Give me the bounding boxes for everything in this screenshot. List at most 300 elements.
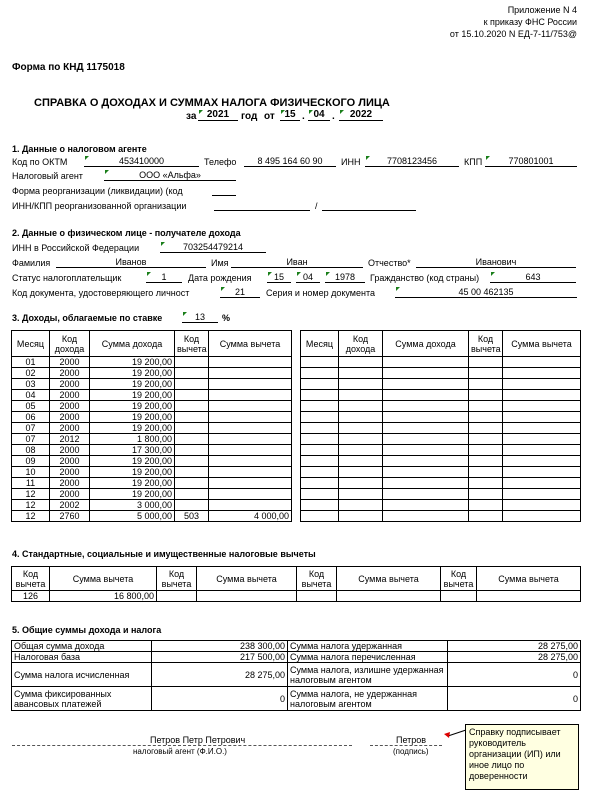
empty-cell[interactable] xyxy=(469,357,503,368)
deduction-sum-cell[interactable] xyxy=(209,390,292,401)
table-row xyxy=(12,467,292,478)
header-deduction-code: Код вычета xyxy=(157,567,197,591)
input-marker xyxy=(366,156,370,160)
deduction-sum-cell[interactable] xyxy=(209,368,292,379)
month-cell[interactable]: 11 xyxy=(12,478,50,489)
status-field[interactable]: 1 xyxy=(146,272,182,283)
table-row xyxy=(12,500,292,511)
deduction-code-cell[interactable] xyxy=(175,357,209,368)
empty-cell[interactable] xyxy=(503,357,581,368)
empty-cell[interactable] xyxy=(469,500,503,511)
person-inn-field[interactable]: 703254479214 xyxy=(160,242,266,253)
deduction-code-cell[interactable] xyxy=(175,500,209,511)
deduction-code-cell[interactable] xyxy=(175,390,209,401)
empty-cell[interactable] xyxy=(469,445,503,456)
empty-cell[interactable] xyxy=(383,489,469,500)
input-marker xyxy=(486,156,490,160)
surname-label: Фамилия xyxy=(12,258,51,268)
empty-cell[interactable] xyxy=(301,478,339,489)
deduction-sum-cell[interactable] xyxy=(209,434,292,445)
citizenship-label: Гражданство (код страны) xyxy=(370,273,480,283)
table-row xyxy=(301,368,581,379)
header-deduction-code: Код вычета xyxy=(297,567,337,591)
empty-cell[interactable] xyxy=(383,368,469,379)
table-row xyxy=(301,489,581,500)
month-cell[interactable]: 10 xyxy=(12,467,50,478)
input-marker xyxy=(85,156,89,160)
table-row xyxy=(301,456,581,467)
citizenship-field[interactable]: 643 xyxy=(490,272,576,283)
empty-cell[interactable] xyxy=(383,467,469,478)
empty-cell[interactable] xyxy=(469,478,503,489)
empty-cell[interactable] xyxy=(339,401,383,412)
table-row xyxy=(301,434,581,445)
empty-cell[interactable] xyxy=(383,500,469,511)
input-marker xyxy=(491,272,495,276)
empty-cell[interactable] xyxy=(503,368,581,379)
empty-cell[interactable] xyxy=(339,368,383,379)
signature-line xyxy=(12,745,352,746)
deduction-code-cell[interactable]: 503 xyxy=(175,511,209,522)
empty-cell[interactable] xyxy=(383,434,469,445)
input-marker xyxy=(183,312,187,316)
empty-cell[interactable] xyxy=(301,456,339,467)
kpp-field[interactable]: 770801001 xyxy=(485,156,577,167)
table-row xyxy=(301,478,581,489)
firstname-label: Имя xyxy=(211,258,229,268)
header-deduction-sum: Сумма вычета xyxy=(503,331,581,357)
empty-cell[interactable] xyxy=(301,412,339,423)
income-code-cell[interactable]: 2002 xyxy=(50,500,90,511)
signer-caption: налоговый агент (Ф.И.О.) xyxy=(133,747,227,756)
table-row xyxy=(301,445,581,456)
empty-cell[interactable] xyxy=(503,445,581,456)
empty-cell[interactable] xyxy=(339,478,383,489)
table-row xyxy=(12,357,292,368)
empty-cell[interactable] xyxy=(301,379,339,390)
empty-cell[interactable] xyxy=(469,489,503,500)
header-deduction-sum: Сумма вычета xyxy=(337,567,441,591)
empty-cell[interactable] xyxy=(383,445,469,456)
month-cell[interactable]: 12 xyxy=(12,489,50,500)
deduction-code-cell[interactable] xyxy=(175,412,209,423)
tax-base-label: Налоговая база xyxy=(12,652,152,663)
date-separator: . xyxy=(302,111,305,122)
phone-label: Телефо xyxy=(204,157,237,167)
income-sum-cell[interactable]: 19 200,00 xyxy=(90,412,175,423)
deduction-code-cell[interactable] xyxy=(175,489,209,500)
empty-cell[interactable] xyxy=(469,390,503,401)
empty-cell[interactable] xyxy=(197,591,297,602)
deduction-code-cell[interactable] xyxy=(175,445,209,456)
tax-transferred-label: Сумма налога перечисленная xyxy=(288,652,448,663)
deduction-code-cell[interactable] xyxy=(175,478,209,489)
empty-cell[interactable] xyxy=(503,500,581,511)
empty-cell[interactable] xyxy=(337,591,441,602)
tax-withheld-value[interactable]: 28 275,00 xyxy=(448,641,581,652)
fixed-advance-label: Сумма фиксированных авансовых платежей xyxy=(12,687,152,711)
income-sum-cell[interactable]: 19 200,00 xyxy=(90,368,175,379)
income-code-cell[interactable]: 2000 xyxy=(50,423,90,434)
tax-base-value[interactable]: 217 500,00 xyxy=(152,652,288,663)
oktmo-field[interactable]: 453410000 xyxy=(84,156,199,167)
income-code-cell[interactable]: 2000 xyxy=(50,357,90,368)
empty-cell[interactable] xyxy=(469,379,503,390)
empty-cell[interactable] xyxy=(469,511,503,522)
empty-cell[interactable] xyxy=(503,511,581,522)
empty-cell[interactable] xyxy=(383,478,469,489)
empty-cell[interactable] xyxy=(469,423,503,434)
empty-cell[interactable] xyxy=(339,445,383,456)
page-title: СПРАВКА О ДОХОДАХ И СУММАХ НАЛОГА ФИЗИЧЕСКОГО ЛИЦА xyxy=(34,97,390,109)
period-za: за xyxy=(186,111,197,122)
empty-cell[interactable] xyxy=(339,489,383,500)
empty-cell[interactable] xyxy=(383,423,469,434)
rate-percent: % xyxy=(222,313,231,323)
month-cell[interactable]: 02 xyxy=(12,368,50,379)
section-5-title: 5. Общие суммы дохода и налога xyxy=(12,625,162,635)
order-reference xyxy=(450,4,577,40)
empty-cell[interactable] xyxy=(301,401,339,412)
table-row xyxy=(12,434,292,445)
header-month: Месяц xyxy=(12,331,50,357)
table-row xyxy=(12,478,292,489)
empty-cell[interactable] xyxy=(301,511,339,522)
table-row xyxy=(12,456,292,467)
income-code-cell[interactable]: 2000 xyxy=(50,456,90,467)
empty-cell[interactable] xyxy=(383,511,469,522)
empty-cell[interactable] xyxy=(383,412,469,423)
signature-value[interactable]: Петров xyxy=(396,735,427,745)
input-marker xyxy=(268,272,272,276)
signer-name[interactable]: Петров Петр Петрович xyxy=(150,735,246,745)
table-row xyxy=(12,511,292,522)
deduction-code-cell[interactable]: 126 xyxy=(12,591,50,602)
income-code-cell[interactable]: 2000 xyxy=(50,368,90,379)
order-label: к приказу ФНС России xyxy=(483,17,577,27)
income-code-cell[interactable]: 2000 xyxy=(50,412,90,423)
input-marker xyxy=(221,287,225,291)
appendix-label: Приложение N 4 xyxy=(507,5,577,15)
month-cell[interactable]: 12 xyxy=(12,500,50,511)
deduction-sum-cell[interactable] xyxy=(209,357,292,368)
deduction-code-cell[interactable] xyxy=(175,368,209,379)
patronymic-label: Отчество* xyxy=(368,258,411,268)
empty-cell[interactable] xyxy=(339,456,383,467)
month-cell[interactable]: 08 xyxy=(12,445,50,456)
empty-cell[interactable] xyxy=(339,434,383,445)
section-4-title: 4. Стандартные, социальные и имущественные налоговые вычеты xyxy=(12,549,316,559)
total-income-value[interactable]: 238 300,00 xyxy=(152,641,288,652)
deduction-code-cell[interactable] xyxy=(175,423,209,434)
deduction-code-cell[interactable] xyxy=(175,456,209,467)
dob-year[interactable]: 1978 xyxy=(325,272,365,283)
header-income-sum: Сумма дохода xyxy=(90,331,175,357)
month-cell[interactable]: 07 xyxy=(12,434,50,445)
income-sum-cell[interactable]: 19 200,00 xyxy=(90,467,175,478)
income-sum-cell[interactable]: 5 000,00 xyxy=(90,511,175,522)
tax-not-withheld-label: Сумма налога, не удержанная налоговым агентом xyxy=(288,687,448,711)
deduction-code-cell[interactable] xyxy=(175,401,209,412)
empty-cell[interactable] xyxy=(503,456,581,467)
deduction-sum-cell[interactable] xyxy=(209,423,292,434)
total-income-label: Общая сумма дохода xyxy=(12,641,152,652)
dob-day[interactable]: 15 xyxy=(267,272,291,283)
slash: / xyxy=(315,201,318,211)
month-cell[interactable]: 06 xyxy=(12,412,50,423)
doc-number-field[interactable]: 45 00 462135 xyxy=(395,287,577,298)
empty-cell[interactable] xyxy=(383,357,469,368)
table-row xyxy=(12,489,292,500)
deduction-sum-cell[interactable] xyxy=(209,467,292,478)
header-deduction-code: Код вычета xyxy=(441,567,477,591)
empty-cell[interactable] xyxy=(503,390,581,401)
income-code-cell[interactable]: 2000 xyxy=(50,478,90,489)
table-row xyxy=(301,500,581,511)
totals-table xyxy=(11,640,581,711)
input-marker xyxy=(396,287,400,291)
empty-cell[interactable] xyxy=(503,401,581,412)
empty-cell[interactable] xyxy=(339,357,383,368)
empty-cell[interactable] xyxy=(339,511,383,522)
input-marker xyxy=(105,170,109,174)
input-marker xyxy=(147,272,151,276)
tax-transferred-value[interactable]: 28 275,00 xyxy=(448,652,581,663)
section-3-title: 3. Доходы, облагаемые по ставке xyxy=(12,313,163,323)
income-sum-cell[interactable]: 3 000,00 xyxy=(90,500,175,511)
deduction-sum-cell[interactable]: 16 800,00 xyxy=(50,591,157,602)
doc-code-field[interactable]: 21 xyxy=(220,287,260,298)
header-deduction-sum: Сумма вычета xyxy=(209,331,292,357)
table-row xyxy=(301,401,581,412)
empty-cell[interactable] xyxy=(503,412,581,423)
input-marker xyxy=(309,110,313,114)
empty-cell[interactable] xyxy=(503,478,581,489)
reorg-kpp-field[interactable] xyxy=(322,200,416,211)
date-separator: . xyxy=(332,111,335,122)
input-marker xyxy=(281,110,285,114)
month-cell[interactable]: 03 xyxy=(12,379,50,390)
table-row xyxy=(12,379,292,390)
tax-not-withheld-value[interactable]: 0 xyxy=(448,687,581,711)
empty-cell[interactable] xyxy=(339,379,383,390)
empty-cell[interactable] xyxy=(383,390,469,401)
date-year[interactable]: 2022 xyxy=(339,110,383,121)
deduction-sum-cell[interactable] xyxy=(209,478,292,489)
period-ot: от xyxy=(264,111,275,122)
empty-cell[interactable] xyxy=(503,467,581,478)
agent-field[interactable]: ООО «Альфа» xyxy=(104,170,236,181)
reorg-inn-label: ИНН/КПП реорганизованной организации xyxy=(12,201,187,211)
month-cell[interactable]: 04 xyxy=(12,390,50,401)
empty-cell[interactable] xyxy=(469,412,503,423)
input-marker xyxy=(199,110,203,114)
income-code-cell[interactable]: 2000 xyxy=(50,445,90,456)
header-deduction-sum: Сумма вычета xyxy=(197,567,297,591)
header-deduction-sum: Сумма вычета xyxy=(50,567,157,591)
empty-cell[interactable] xyxy=(301,489,339,500)
empty-cell[interactable] xyxy=(469,434,503,445)
header-income-sum: Сумма дохода xyxy=(383,331,469,357)
fixed-advance-value[interactable]: 0 xyxy=(152,687,288,711)
month-cell[interactable]: 05 xyxy=(12,401,50,412)
month-cell[interactable]: 01 xyxy=(12,357,50,368)
month-cell[interactable]: 07 xyxy=(12,423,50,434)
table-row xyxy=(301,390,581,401)
rate-field[interactable]: 13 xyxy=(182,312,218,323)
deduction-sum-cell[interactable] xyxy=(209,489,292,500)
empty-cell[interactable] xyxy=(339,500,383,511)
table-row xyxy=(12,412,292,423)
empty-cell[interactable] xyxy=(469,368,503,379)
income-sum-cell[interactable]: 19 200,00 xyxy=(90,489,175,500)
empty-cell[interactable] xyxy=(301,445,339,456)
empty-cell[interactable] xyxy=(383,379,469,390)
phone-field[interactable]: 8 495 164 60 90 xyxy=(244,156,336,167)
deduction-sum-cell[interactable]: 4 000,00 xyxy=(209,511,292,522)
header-income-code: Код дохода xyxy=(339,331,383,357)
empty-cell[interactable] xyxy=(157,591,197,602)
table-row xyxy=(12,591,581,602)
header-deduction-sum: Сумма вычета xyxy=(477,567,581,591)
tax-overwithheld-label: Сумма налога, излишне удержанная налоговым агентом xyxy=(288,663,448,687)
order-date: от 15.10.2020 N ЕД-7-11/753@ xyxy=(449,29,577,39)
empty-cell[interactable] xyxy=(339,467,383,478)
empty-cell[interactable] xyxy=(383,456,469,467)
input-marker xyxy=(326,272,330,276)
empty-cell[interactable] xyxy=(301,500,339,511)
input-marker xyxy=(297,272,301,276)
dob-label: Дата рождения xyxy=(188,273,252,283)
signature-caption: (подпись) xyxy=(393,747,429,756)
income-code-cell[interactable]: 2000 xyxy=(50,401,90,412)
income-table-left xyxy=(11,330,292,522)
header-deduction-code: Код вычета xyxy=(12,567,50,591)
income-code-cell[interactable]: 2000 xyxy=(50,467,90,478)
deduction-code-cell[interactable] xyxy=(175,379,209,390)
deductions-table xyxy=(11,566,581,602)
tax-calculated-label: Сумма налога исчисленная xyxy=(12,663,152,687)
deduction-sum-cell[interactable] xyxy=(209,401,292,412)
header-month: Месяц xyxy=(301,331,339,357)
signature-line xyxy=(370,745,442,746)
reorg-inn-field[interactable] xyxy=(214,200,310,211)
income-code-cell[interactable]: 2012 xyxy=(50,434,90,445)
section-1-title: 1. Данные о налоговом агенте xyxy=(12,144,147,154)
empty-cell[interactable] xyxy=(441,591,477,602)
firstname-field[interactable]: Иван xyxy=(231,257,363,268)
table-row xyxy=(12,423,292,434)
empty-cell[interactable] xyxy=(301,390,339,401)
income-code-cell[interactable]: 2760 xyxy=(50,511,90,522)
table-row xyxy=(12,368,292,379)
income-table-right xyxy=(300,330,581,522)
empty-cell[interactable] xyxy=(477,591,581,602)
empty-cell[interactable] xyxy=(503,379,581,390)
deduction-sum-cell[interactable] xyxy=(209,379,292,390)
empty-cell[interactable] xyxy=(339,390,383,401)
deduction-sum-cell[interactable] xyxy=(209,456,292,467)
income-sum-cell[interactable]: 19 200,00 xyxy=(90,423,175,434)
table-row xyxy=(12,390,292,401)
period-god: год xyxy=(241,111,258,122)
comment-note[interactable]: Справку подписывает руководитель организации (ИП) или иное лицо по доверенности xyxy=(465,724,579,790)
income-sum-cell[interactable]: 1 800,00 xyxy=(90,434,175,445)
empty-cell[interactable] xyxy=(383,401,469,412)
empty-cell[interactable] xyxy=(301,357,339,368)
tax-overwithheld-value[interactable]: 0 xyxy=(448,663,581,687)
month-cell[interactable]: 09 xyxy=(12,456,50,467)
empty-cell[interactable] xyxy=(339,412,383,423)
date-month[interactable]: 04 xyxy=(308,110,330,121)
deduction-sum-cell[interactable] xyxy=(209,500,292,511)
deduction-sum-cell[interactable] xyxy=(209,412,292,423)
income-code-cell[interactable]: 2000 xyxy=(50,390,90,401)
agent-inn-label: ИНН xyxy=(341,157,361,167)
header-deduction-code: Код вычета xyxy=(469,331,503,357)
empty-cell[interactable] xyxy=(339,423,383,434)
dob-month[interactable]: 04 xyxy=(296,272,320,283)
income-sum-cell[interactable]: 19 200,00 xyxy=(90,401,175,412)
empty-cell[interactable] xyxy=(503,434,581,445)
income-sum-cell[interactable]: 17 300,00 xyxy=(90,445,175,456)
reorg-field[interactable] xyxy=(212,185,236,196)
income-sum-cell[interactable]: 19 200,00 xyxy=(90,390,175,401)
table-row xyxy=(301,467,581,478)
period-year[interactable]: 2021 xyxy=(198,110,238,121)
empty-cell[interactable] xyxy=(301,434,339,445)
table-row xyxy=(301,423,581,434)
empty-cell[interactable] xyxy=(469,467,503,478)
form-code: Форма по КНД 1175018 xyxy=(12,62,125,73)
input-marker xyxy=(340,110,344,114)
header-income-code: Код дохода xyxy=(50,331,90,357)
empty-cell[interactable] xyxy=(297,591,337,602)
person-inn-label: ИНН в Российской Федерации xyxy=(12,243,140,253)
surname-field[interactable]: Иванов xyxy=(56,257,206,268)
empty-cell[interactable] xyxy=(503,489,581,500)
empty-cell[interactable] xyxy=(301,467,339,478)
income-code-cell[interactable]: 2000 xyxy=(50,379,90,390)
deduction-code-cell[interactable] xyxy=(175,434,209,445)
header-deduction-code: Код вычета xyxy=(175,331,209,357)
empty-cell[interactable] xyxy=(503,423,581,434)
deduction-code-cell[interactable] xyxy=(175,467,209,478)
income-code-cell[interactable]: 2000 xyxy=(50,489,90,500)
tax-withheld-label: Сумма налога удержанная xyxy=(288,641,448,652)
table-row xyxy=(301,357,581,368)
income-sum-cell[interactable]: 19 200,00 xyxy=(90,357,175,368)
tax-calculated-value[interactable]: 28 275,00 xyxy=(152,663,288,687)
income-sum-cell[interactable]: 19 200,00 xyxy=(90,478,175,489)
income-sum-cell[interactable]: 19 200,00 xyxy=(90,456,175,467)
section-2-title: 2. Данные о физическом лице - получателе дохода xyxy=(12,228,241,238)
patronymic-field[interactable]: Иванович xyxy=(416,257,576,268)
empty-cell[interactable] xyxy=(301,368,339,379)
income-sum-cell[interactable]: 19 200,00 xyxy=(90,379,175,390)
empty-cell[interactable] xyxy=(301,423,339,434)
oktmo-label: Код по ОКТМ xyxy=(12,157,68,167)
table-row xyxy=(301,511,581,522)
empty-cell[interactable] xyxy=(469,456,503,467)
kpp-label: КПП xyxy=(464,157,483,167)
empty-cell[interactable] xyxy=(469,401,503,412)
table-row xyxy=(12,401,292,412)
month-cell[interactable]: 12 xyxy=(12,511,50,522)
deduction-sum-cell[interactable] xyxy=(209,445,292,456)
agent-inn-field[interactable]: 7708123456 xyxy=(365,156,459,167)
date-day[interactable]: 15 xyxy=(280,110,300,121)
